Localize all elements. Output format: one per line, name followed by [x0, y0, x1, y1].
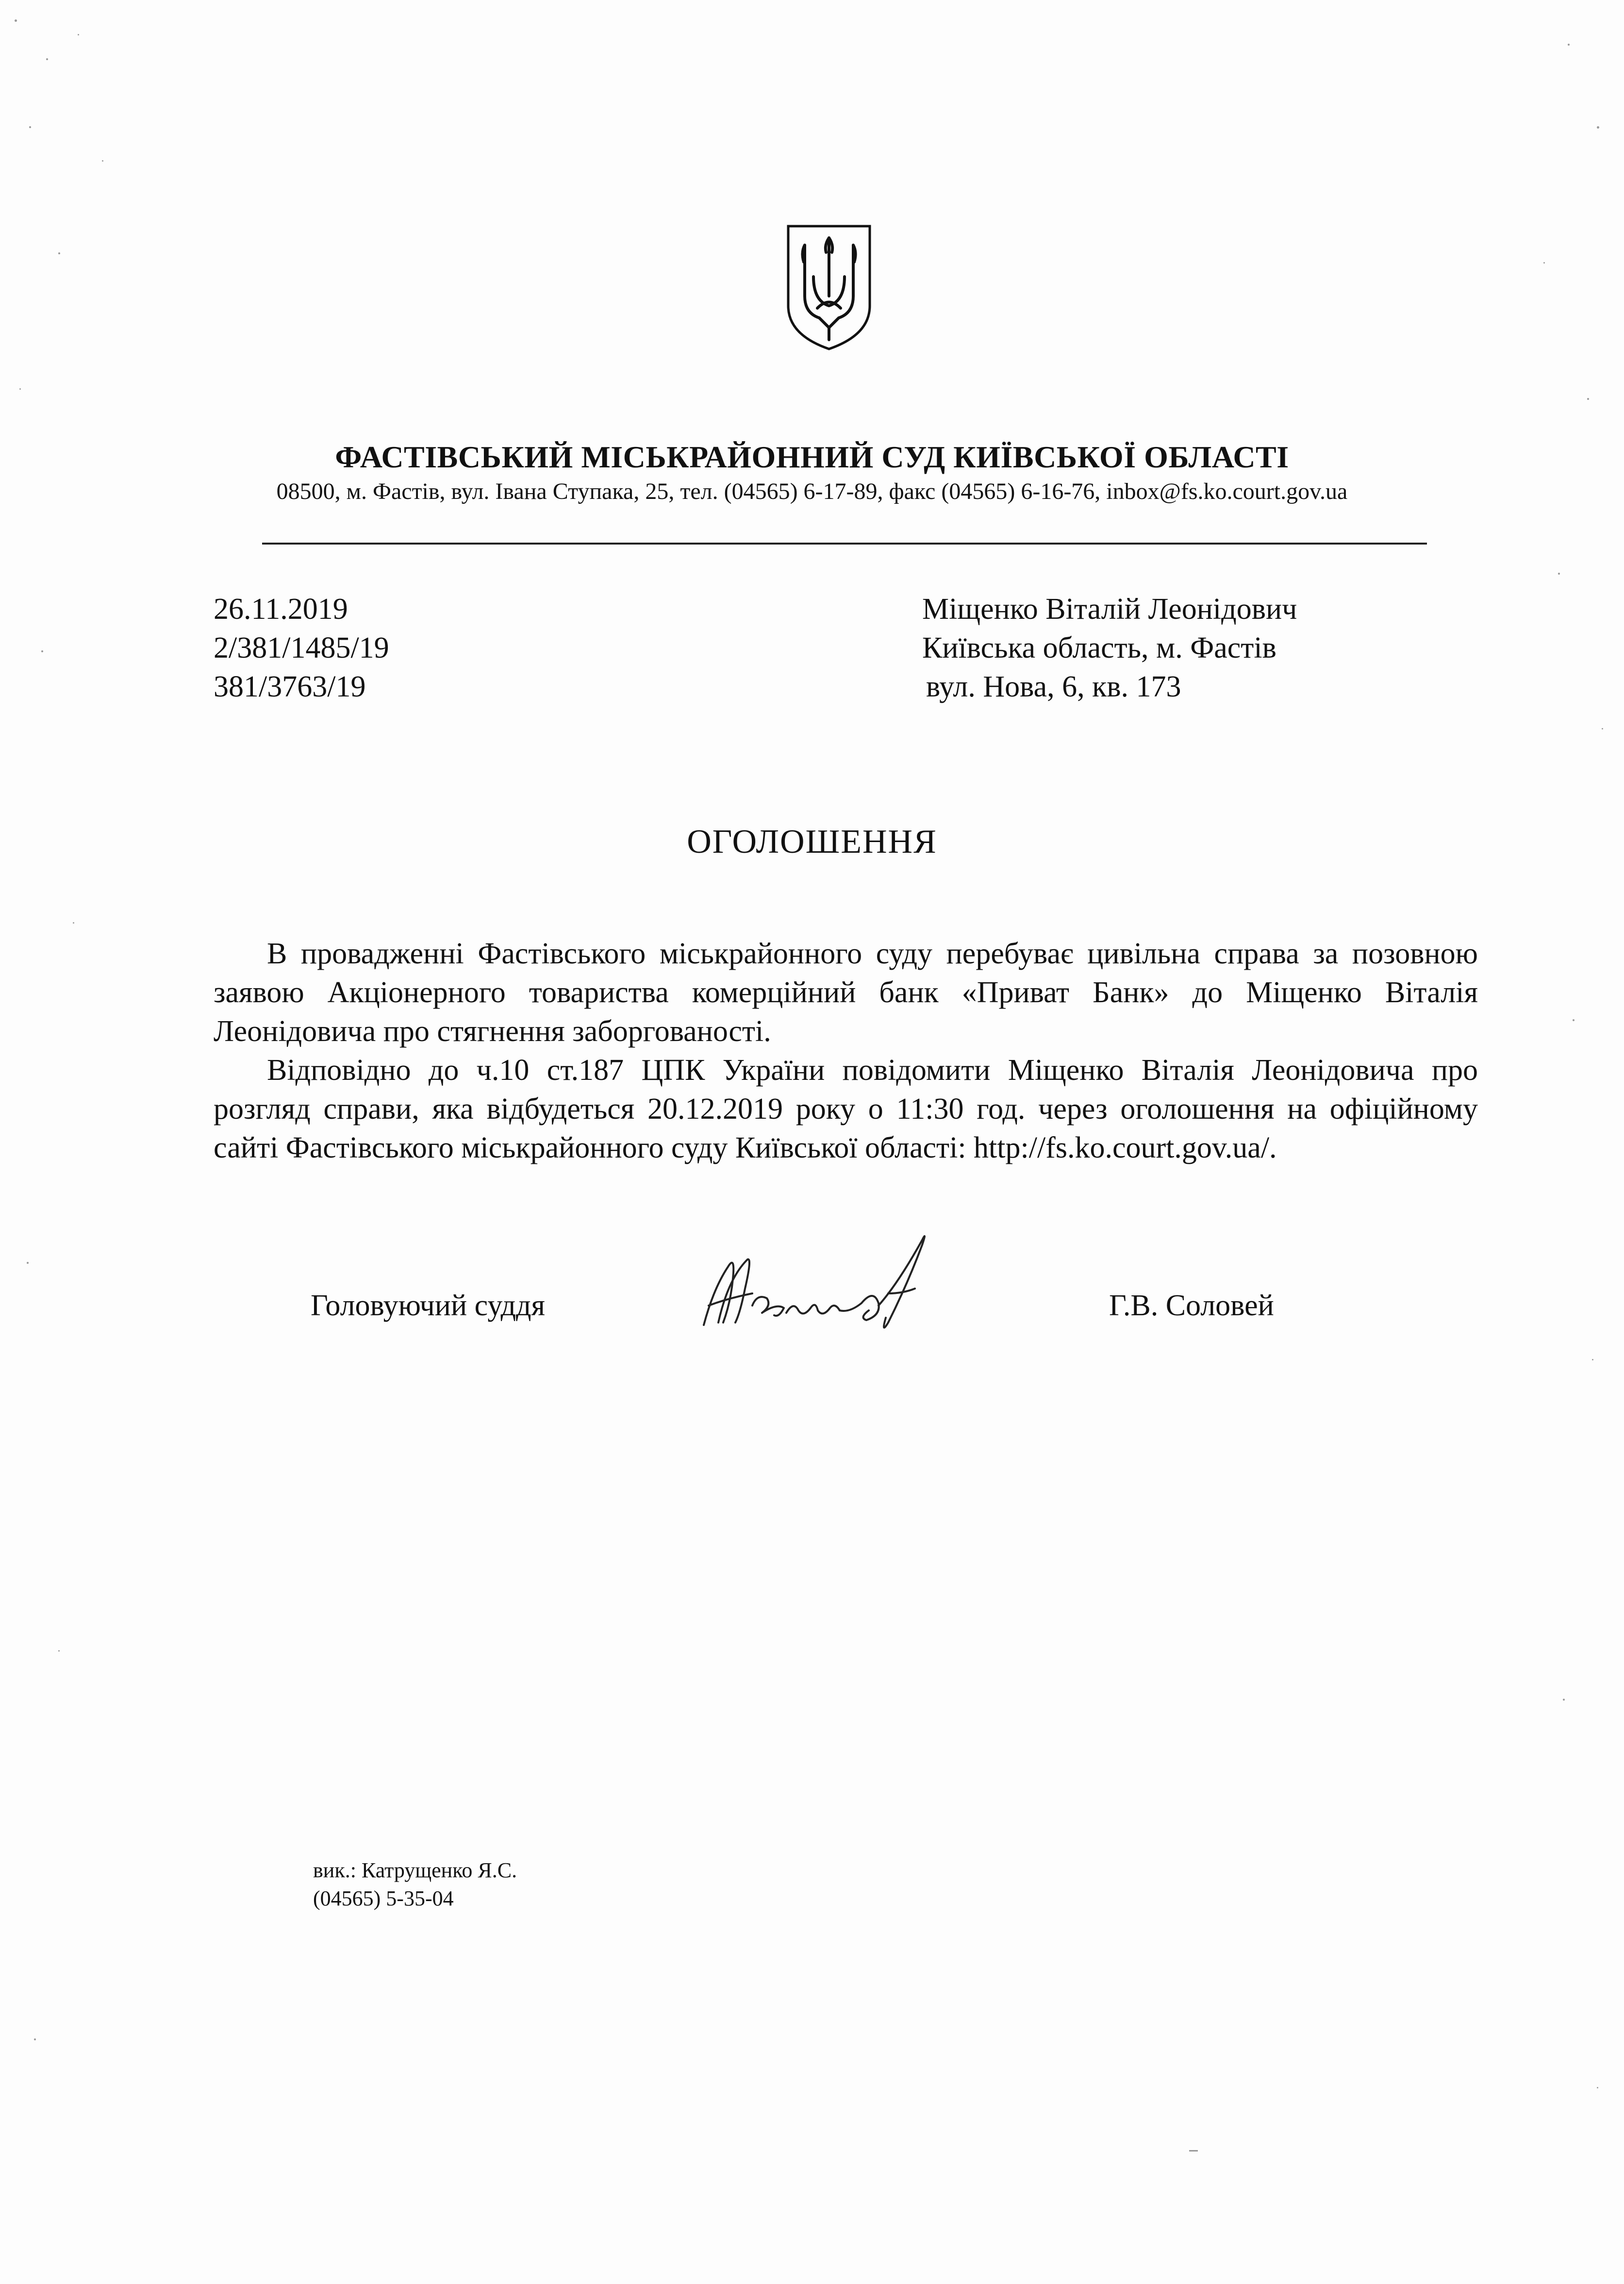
body-paragraph-1: В провадженні Фастівського міськрайонного суду перебуває цивільна справа за позовною заявою Акціонерного товариства комерційний банк «Приват Банк» до Міщенко Віталія Леонідовича про стягнення заборгованості. — [214, 937, 1478, 1048]
trident-crest-icon — [785, 223, 873, 352]
recipient-block — [922, 590, 1297, 706]
body-paragraph-2: Відповідно до ч.10 ст.187 ЦПК України повідомити Міщенко Віталія Леонідовича про розгляд справи, яка відбудеться 20.12.2019 року о 11:30 год. через оголошення на офіційному сайті Фастівського міськрайонного суду Київської області: http://fs.ko.court.gov.ua/. — [214, 1054, 1478, 1164]
handwritten-signature — [694, 1221, 946, 1347]
recipient-address-line1: Київська область, м. Фастів — [922, 631, 1276, 664]
court-address: 08500, м. Фастів, вул. Івана Ступака, 25, тел. (04565) 6-17-89, факс (04565) 6-16-76, inbox@fs.ko.court.gov.ua — [276, 479, 1348, 504]
document-heading: ОГОЛОШЕННЯ — [687, 823, 937, 861]
executor-phone: (04565) 5-35-04 — [313, 1887, 454, 1910]
announcement-body — [214, 934, 1478, 1167]
recipient-address-line2: вул. Нова, 6, кв. 173 — [926, 670, 1181, 703]
case-number: 2/381/1485/19 — [214, 631, 389, 664]
proceeding-number: 381/3763/19 — [214, 670, 366, 703]
judge-title: Головуючий суддя — [311, 1289, 546, 1322]
judge-name: Г.В. Соловей — [1109, 1289, 1274, 1322]
header-divider — [262, 543, 1427, 545]
document-references — [214, 590, 389, 706]
court-name: ФАСТІВСЬКИЙ МІСЬКРАЙОННИЙ СУД КИЇВСЬКОЇ ОБЛАСТІ — [335, 440, 1289, 474]
executor-info — [313, 1856, 517, 1913]
document-date: 26.11.2019 — [214, 593, 348, 626]
executor-name: вик.: Катрущенко Я.С. — [313, 1858, 517, 1882]
recipient-name: Міщенко Віталій Леонідович — [922, 593, 1297, 626]
